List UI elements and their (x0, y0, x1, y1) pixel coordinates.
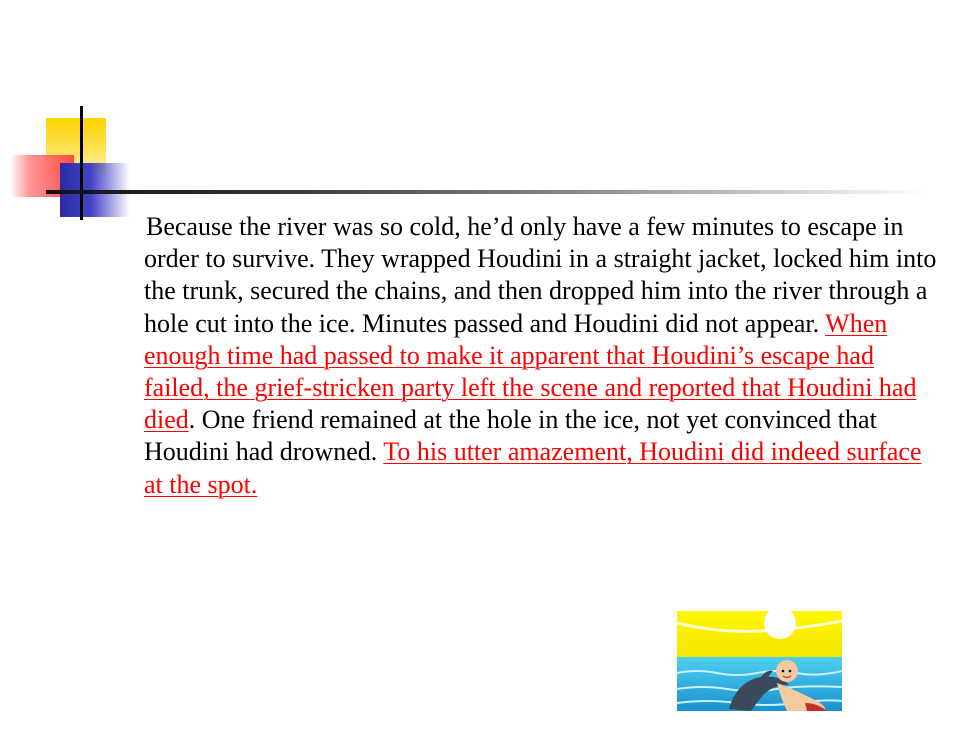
logo-vertical-line (80, 106, 83, 220)
highlighted-sentence-2: To his utter amazement, Houdini did indeed surface at the spot. (144, 437, 922, 499)
highlighted-sentence-1: When enough time had passed to make it apparent that Houdini’s escape had failed, the grief-stricken party left the scene and reported that Houdini had died (144, 308, 917, 435)
paragraph-middle: . One friend remained at the hole in the ice, not yet convinced that Houdini had drowned. (144, 405, 877, 467)
paragraph-intro: Because the river was so cold, he’d only have a few minutes to escape in order to survive. They wrapped Houdini in a straight jacket, locked him into the trunk, secured the chains, and then dropped him into the river through a hole cut into the ice. Minutes passed and Houdini did not appear. (144, 212, 937, 338)
swimmer-with-dolphin-icon (677, 611, 842, 711)
title-divider-line (46, 190, 926, 194)
body-paragraph (144, 211, 944, 501)
